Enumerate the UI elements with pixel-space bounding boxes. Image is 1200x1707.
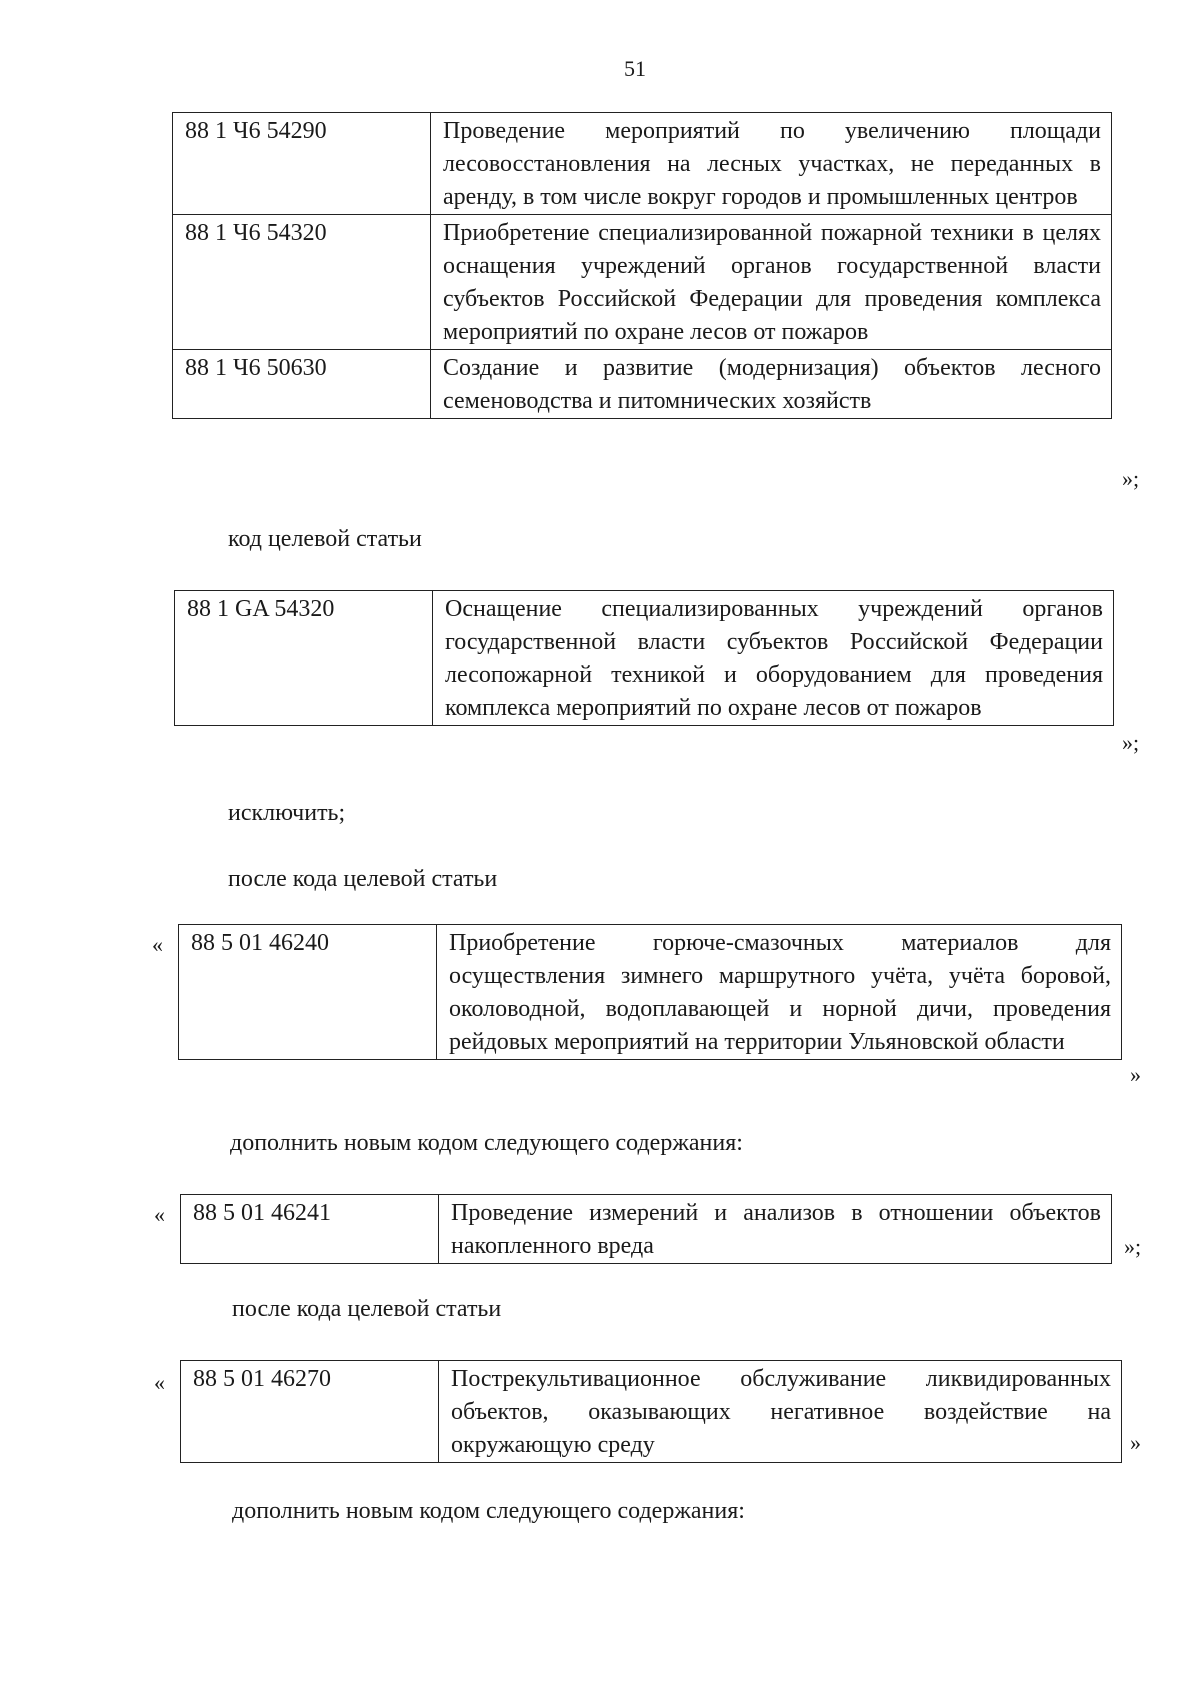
code-table-5	[180, 1360, 1122, 1463]
code-cell: 88 5 01 46241	[181, 1195, 439, 1264]
description-cell: Проведение мероприятий по увеличению площади лесовосстановления на лесных участках, не переданных в аренду, в том числе вокруг городов и промышленных центров	[431, 113, 1112, 215]
table-row	[173, 350, 1112, 419]
closing-quote: »	[1130, 1430, 1141, 1455]
code-cell: 88 5 01 46240	[179, 925, 437, 1060]
paragraph-text: код целевой статьи	[228, 526, 422, 552]
closing-quote: »;	[1122, 466, 1140, 491]
description-cell: Приобретение специализированной пожарной техники в целях оснащения учреждений органов государственной власти субъектов Российской Федерации для проведения комплекса мероприятий по охране лесов от пожаров	[431, 215, 1112, 350]
description-cell: Создание и развитие (модернизация) объектов лесного семеноводства и питомнических хозяйств	[431, 350, 1112, 419]
opening-quote: «	[152, 932, 163, 957]
table-row	[173, 215, 1112, 350]
code-cell: 88 5 01 46270	[181, 1361, 439, 1463]
table-row	[179, 925, 1122, 1060]
code-table-1	[172, 112, 1112, 419]
paragraph-text: после кода целевой статьи	[228, 866, 498, 892]
table-row	[173, 113, 1112, 215]
opening-quote: «	[154, 1370, 165, 1395]
code-cell: 88 1 Ч6 50630	[173, 350, 431, 419]
description-cell: Приобретение горюче-смазочных материалов для осуществления зимнего маршрутного учёта, учёта боровой, околоводной, водоплавающей и норной дичи, проведения рейдовых мероприятий на территории Ульяновской области	[437, 925, 1122, 1060]
paragraph-text: дополнить новым кодом следующего содержания:	[232, 1498, 745, 1524]
description-cell: Оснащение специализированных учреждений органов государственной власти субъектов Российской Федерации лесопожарной техникой и оборудованием для проведения комплекса мероприятий по охране лесов от пожаров	[433, 591, 1114, 726]
code-table-2	[174, 590, 1114, 726]
code-table-4	[180, 1194, 1112, 1264]
page-number: 51	[624, 56, 646, 81]
code-cell: 88 1 Ч6 54320	[173, 215, 431, 350]
paragraph-text: после кода целевой статьи	[232, 1296, 502, 1322]
paragraph-text: дополнить новым кодом следующего содержания:	[230, 1130, 743, 1156]
description-cell: Пострекультивационное обслуживание ликвидированных объектов, оказывающих негативное воздействие на окружающую среду	[439, 1361, 1122, 1463]
code-cell: 88 1 Ч6 54290	[173, 113, 431, 215]
closing-quote: »	[1130, 1062, 1141, 1087]
closing-quote: »;	[1124, 1234, 1142, 1259]
code-cell: 88 1 GA 54320	[175, 591, 433, 726]
opening-quote: «	[154, 1202, 165, 1227]
closing-quote: »;	[1122, 730, 1140, 755]
table-row	[181, 1195, 1112, 1264]
description-cell: Проведение измерений и анализов в отношении объектов накопленного вреда	[439, 1195, 1112, 1264]
paragraph-text: исключить;	[228, 800, 346, 826]
code-table-3	[178, 924, 1122, 1060]
table-row	[175, 591, 1114, 726]
table-row	[181, 1361, 1122, 1463]
